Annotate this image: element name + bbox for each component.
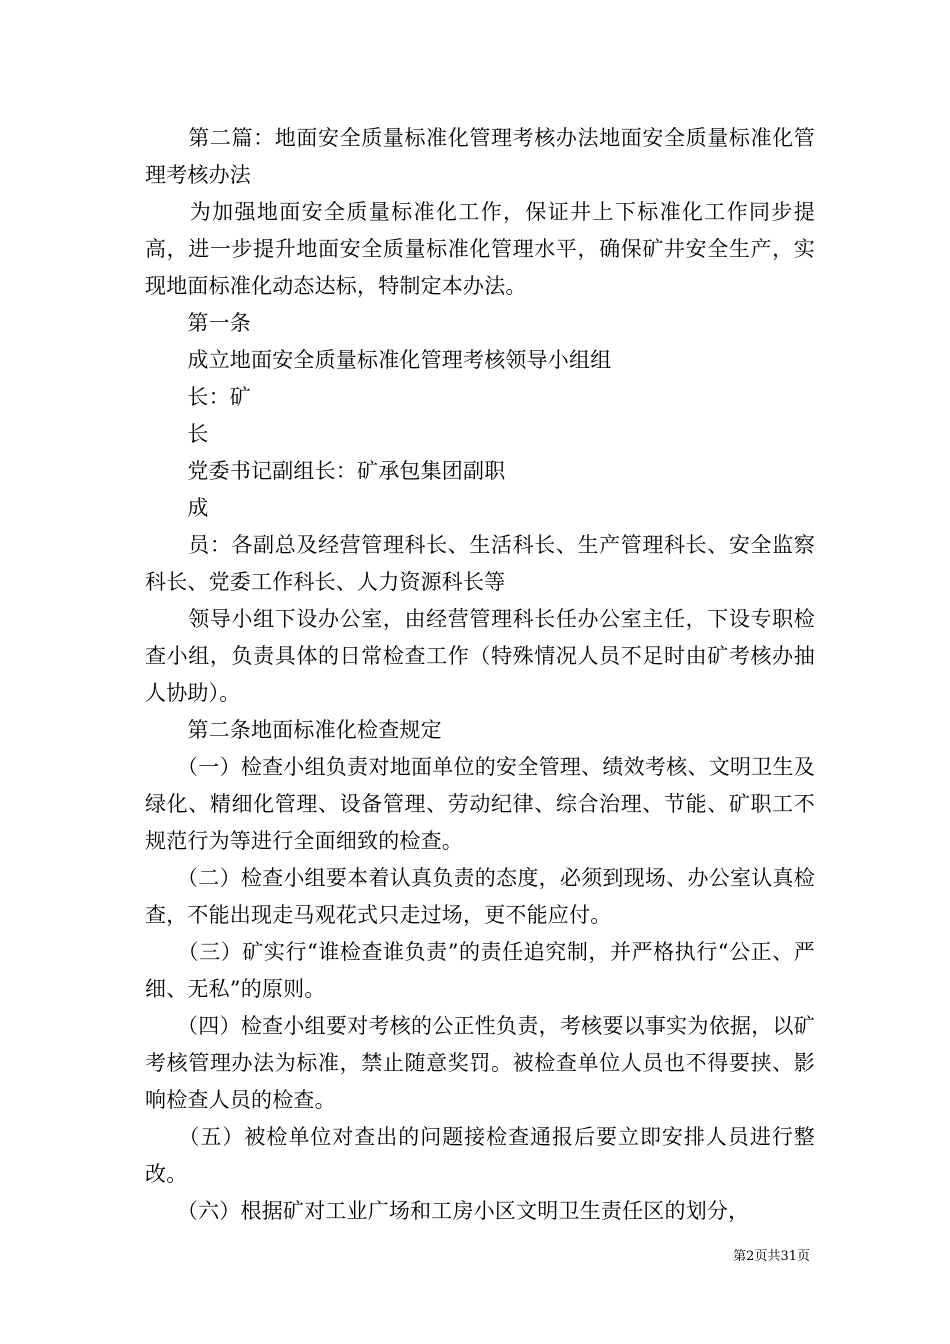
clause-5-paragraph: （五）被检单位对查出的问题接检查通报后要立即安排人员进行整改。 [145, 1125, 815, 1186]
clause-4-paragraph: （四）检查小组要对考核的公正性负责，考核要以事实为依据，以矿考核管理办法为标准，禁止随意奖罚。被检查单位人员也不得要挟、影响检查人员的检查。 [145, 1014, 815, 1112]
article-2-heading: 第二条地面标准化检查规定 [145, 718, 442, 742]
members-label: 成 [145, 496, 209, 520]
clause-6-paragraph: （六）根据矿对工业广场和工房小区文明卫生责任区的划分， [145, 1199, 750, 1223]
leadership-group-line: 成立地面安全质量标准化管理考核领导小组组 [145, 348, 612, 372]
office-paragraph: 领导小组下设办公室，由经营管理科长任办公室主任，下设专职检查小组，负责具体的日常检查工作（特殊情况人员不足时由矿考核办抽人协助）。 [145, 607, 815, 705]
clause-1-paragraph: （一）检查小组负责对地面单位的安全管理、绩效考核、文明卫生及绿化、精细化管理、设备管理、劳动纪律、综合治理、节能、矿职工不规范行为等进行全面细致的检查。 [145, 755, 815, 853]
clause-3-paragraph: （三）矿实行“谁检查谁负责”的责任追究制，并严格执行“公正、严细、无私”的原则。 [145, 940, 815, 1001]
page-number: 第2页共31页 [733, 1249, 810, 1264]
article-1-heading: 第一条 [145, 311, 251, 335]
intro-paragraph: 为加强地面安全质量标准化工作，保证井上下标准化工作同步提高，进一步提升地面安全质量标准化管理水平，确保矿井安全生产，实现地面标准化动态达标，特制定本办法。 [145, 200, 815, 298]
leader-line-cont: 长 [145, 422, 209, 446]
leader-line: 长：矿 [145, 385, 251, 409]
section-title: 第二篇：地面安全质量标准化管理考核办法地面安全质量标准化管理考核办法 [145, 126, 815, 187]
clause-2-paragraph: （二）检查小组要本着认真负责的态度，必须到现场、办公室认真检查，不能出现走马观花式只走过场，更不能应付。 [145, 866, 815, 927]
members-paragraph: 员：各副总及经营管理科长、生活科长、生产管理科长、安全监察科长、党委工作科长、人力资源科长等 [145, 533, 815, 594]
deputy-leader-line: 党委书记副组长：矿承包集团副职 [145, 459, 506, 483]
